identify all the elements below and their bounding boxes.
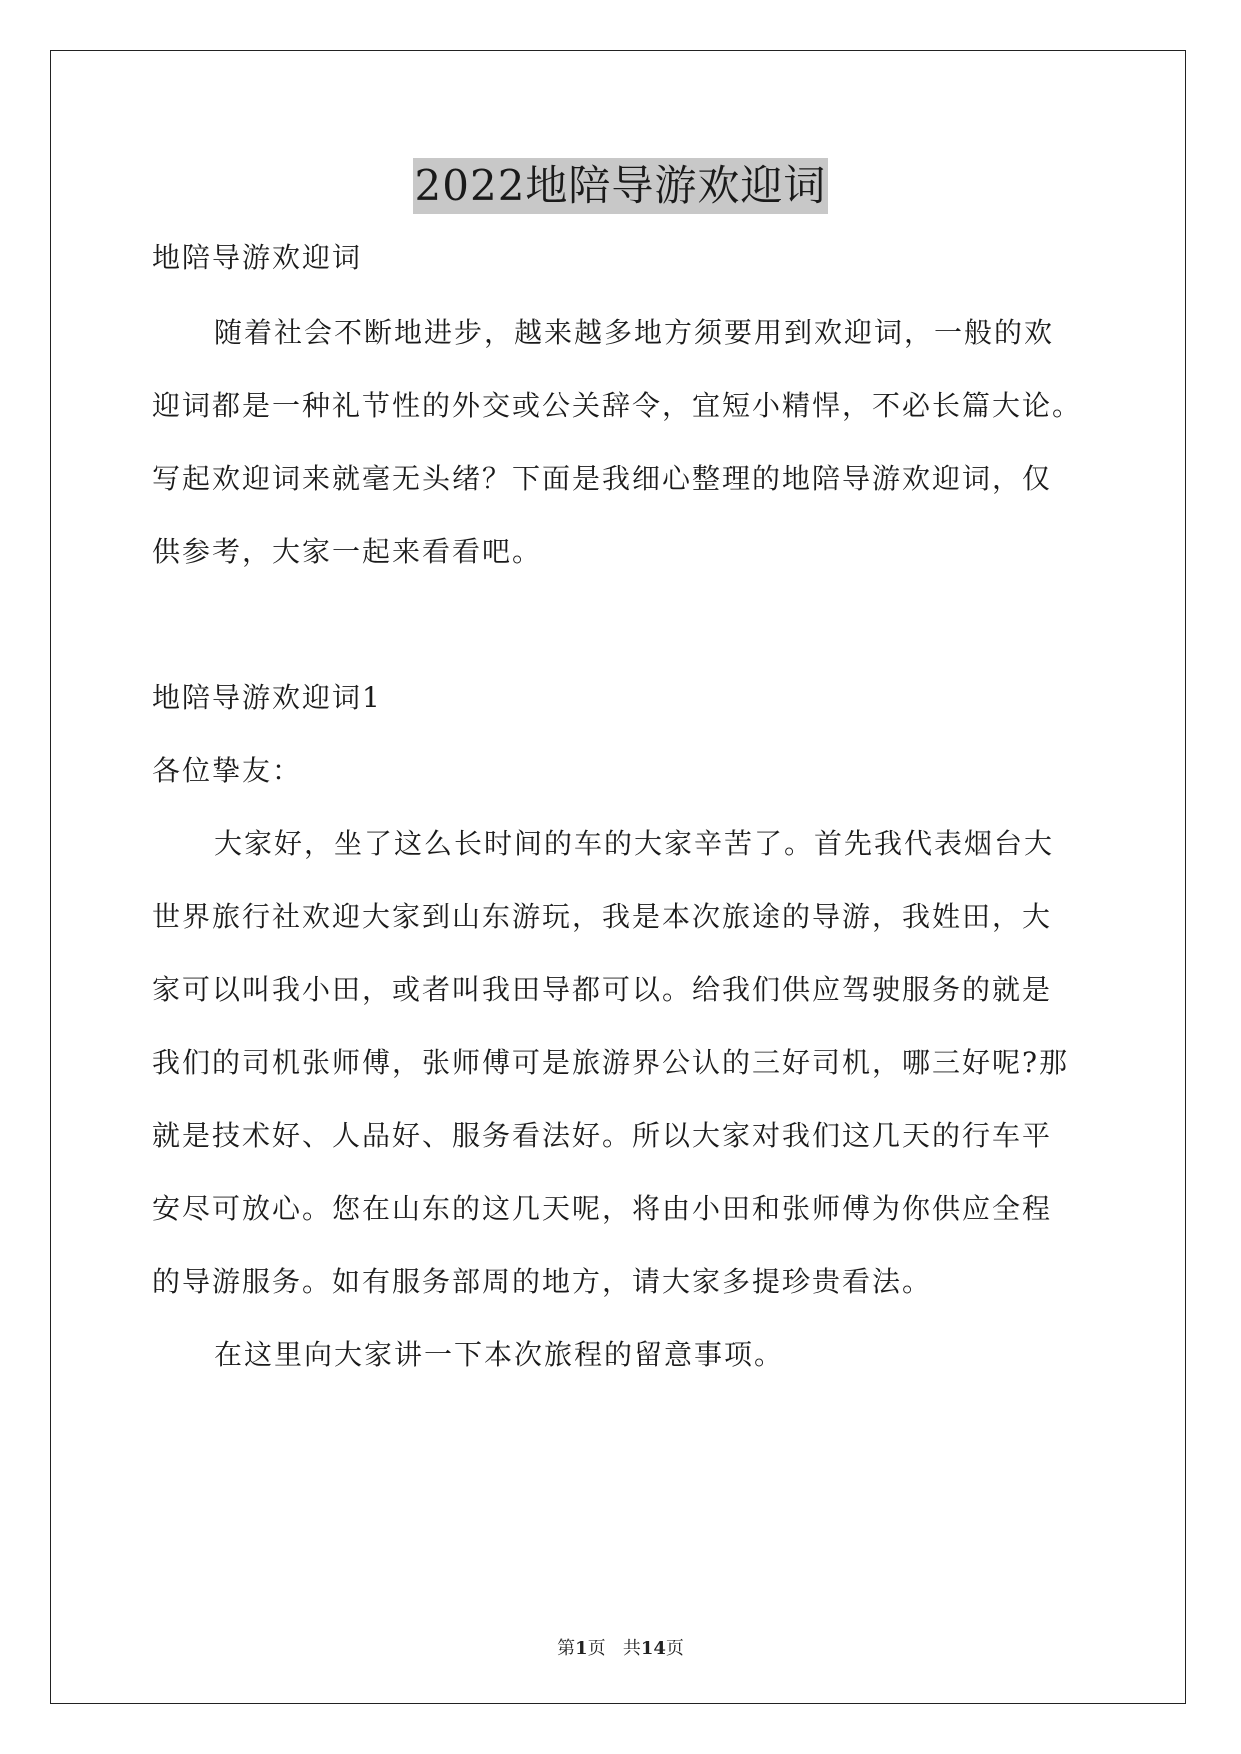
paragraph-line: 迎词都是一种礼节性的外交或公关辞令，宜短小精悍，不必长篇大论。 [152,389,1083,422]
paragraph-line: 随着社会不断地进步，越来越多地方须要用到欢迎词，一般的欢 [214,316,1055,349]
paragraph-line: 就是技术好、人品好、服务看法好。所以大家对我们这几天的行车平 [152,1119,1053,1152]
paragraph-line: 世界旅行社欢迎大家到山东游玩，我是本次旅途的导游，我姓田，大 [152,900,1053,933]
footer-prefix: 第 [557,1638,576,1659]
page-border [50,50,1186,1704]
salutation: 各位挚友： [152,754,303,787]
paragraph-line: 安尽可放心。您在山东的这几天呢，将由小田和张师傅为你供应全程 [152,1192,1053,1225]
footer-page-suffix: 页 [587,1638,606,1659]
paragraph-line: 的导游服务。如有服务部周的地方，请大家多提珍贵看法。 [152,1265,933,1298]
paragraph-line: 写起欢迎词来就毫无头绪？下面是我细心整理的地陪导游欢迎词，仅 [152,462,1053,495]
footer-total-suffix: 页 [665,1638,684,1659]
paragraph-line: 大家好，坐了这么长时间的车的大家辛苦了。首先我代表烟台大 [214,827,1055,860]
paragraph-line: 我们的司机张师傅，张师傅可是旅游界公认的三好司机，哪三好呢?那 [152,1046,1070,1079]
document-title: 2022地陪导游欢迎词 [413,158,829,214]
total-pages-number: 14 [640,1638,666,1659]
current-page-number: 1 [575,1638,588,1659]
intro-heading: 地陪导游欢迎词 [152,241,363,274]
paragraph-line: 在这里向大家讲一下本次旅程的留意事项。 [214,1338,785,1371]
section-heading: 地陪导游欢迎词1 [152,681,382,714]
page-footer [0,1634,1241,1660]
paragraph-line: 供参考，大家一起来看看吧。 [152,535,543,568]
footer-total-prefix: 共 [622,1638,641,1659]
title-container [0,158,1241,214]
paragraph-line: 家可以叫我小田，或者叫我田导都可以。给我们供应驾驶服务的就是 [152,973,1053,1006]
